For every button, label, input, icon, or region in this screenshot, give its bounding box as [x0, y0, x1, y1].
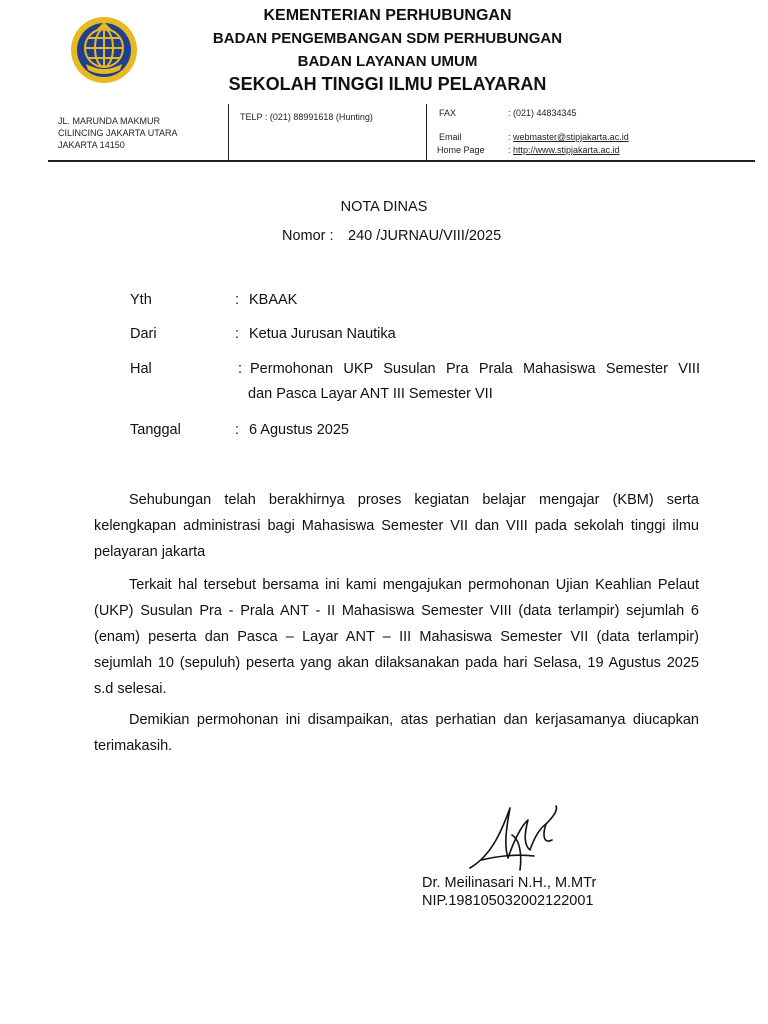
tanggal-value: 6 Agustus 2025	[249, 422, 349, 438]
ministry-logo	[70, 16, 138, 84]
paragraph-text: Demikian permohonan ini disampaikan, atas perhatian dan kerjasamanya diucapkan terimakasih.	[94, 712, 699, 754]
colon: :	[235, 422, 240, 438]
fax-label: FAX	[439, 108, 457, 118]
address-line: JL. MARUNDA MAKMUR	[58, 116, 161, 126]
paragraph-text: Terkait hal tersebut bersama ini kami mengajukan permohonan Ujian Keahlian Pelaut (UKP) Susulan Pra - Prala ANT - II Mahasiswa Semester VIII (data terlampir) sejumlah 6 (enam) peserta dan Pasca – Layar ANT – III Mahasiswa Semester VII (data terlampir) sejumlah 10 (sepuluh) peserta yang akan dilaksanakan pada hari Selasa, 19 Agustus 2025 s.d selesai.	[94, 577, 699, 697]
colon: :	[238, 361, 243, 377]
signatory-name: Dr. Meilinasari N.H., M.MTr	[422, 875, 597, 891]
hal-label: Hal	[130, 361, 152, 377]
memo-number-label: Nomor :	[282, 228, 334, 244]
colon: :	[235, 292, 240, 308]
hal-value-line1: Permohonan UKP Susulan Pra Prala Mahasiswa Semester VIII	[250, 361, 700, 377]
dari-value: Ketua Jurusan Nautika	[249, 326, 396, 342]
ministry-name: KEMENTERIAN PERHUBUNGAN	[263, 7, 512, 24]
address-line: CILINCING JAKARTA UTARA	[58, 128, 178, 138]
email-label: Email	[439, 132, 462, 142]
yth-label: Yth	[130, 292, 152, 308]
header-rule	[48, 160, 755, 162]
handwritten-signature	[462, 800, 572, 875]
institution-name: SEKOLAH TINGGI ILMU PELAYARAN	[228, 74, 547, 94]
agency-name: BADAN PENGEMBANGAN SDM PERHUBUNGAN	[212, 30, 563, 47]
address-line: JAKARTA 14150	[58, 140, 125, 150]
paragraph-text: Sehubungan telah berakhirnya proses kegiatan belajar mengajar (KBM) serta kelengkapan administrasi bagi Mahasiswa Semester VII dan VIII pada sekolah tinggi ilmu pelayaran jakarta	[94, 492, 699, 560]
email-row	[508, 132, 629, 142]
fax-value: : (021) 44834345	[508, 108, 577, 118]
homepage-label: Home Page	[437, 145, 485, 155]
email-link[interactable]: webmaster@stipjakarta.ac.id	[513, 132, 629, 142]
colon: :	[508, 145, 514, 155]
divider	[228, 104, 229, 161]
homepage-link[interactable]: http://www.stipjakarta.ac.id	[513, 145, 620, 155]
homepage-row	[508, 145, 620, 155]
dari-label: Dari	[130, 326, 157, 342]
address-block	[58, 115, 178, 151]
divider	[426, 104, 427, 161]
body-paragraph-2	[94, 572, 699, 702]
signatory-nip: NIP.198105032002122001	[422, 893, 594, 909]
memo-number: 240 /JURNAU/VIII/2025	[348, 228, 502, 244]
body-paragraph-3	[94, 707, 699, 759]
telephone: TELP : (021) 88991618 (Hunting)	[240, 112, 373, 122]
yth-value: KBAAK	[249, 292, 298, 308]
tanggal-label: Tanggal	[130, 422, 181, 438]
unit-name: BADAN LAYANAN UMUM	[297, 53, 478, 70]
colon: :	[235, 326, 240, 342]
colon: :	[508, 132, 514, 142]
memo-title: NOTA DINAS	[340, 199, 428, 215]
body-paragraph-1	[94, 487, 699, 565]
hal-value-line2: dan Pasca Layar ANT III Semester VII	[248, 386, 493, 402]
